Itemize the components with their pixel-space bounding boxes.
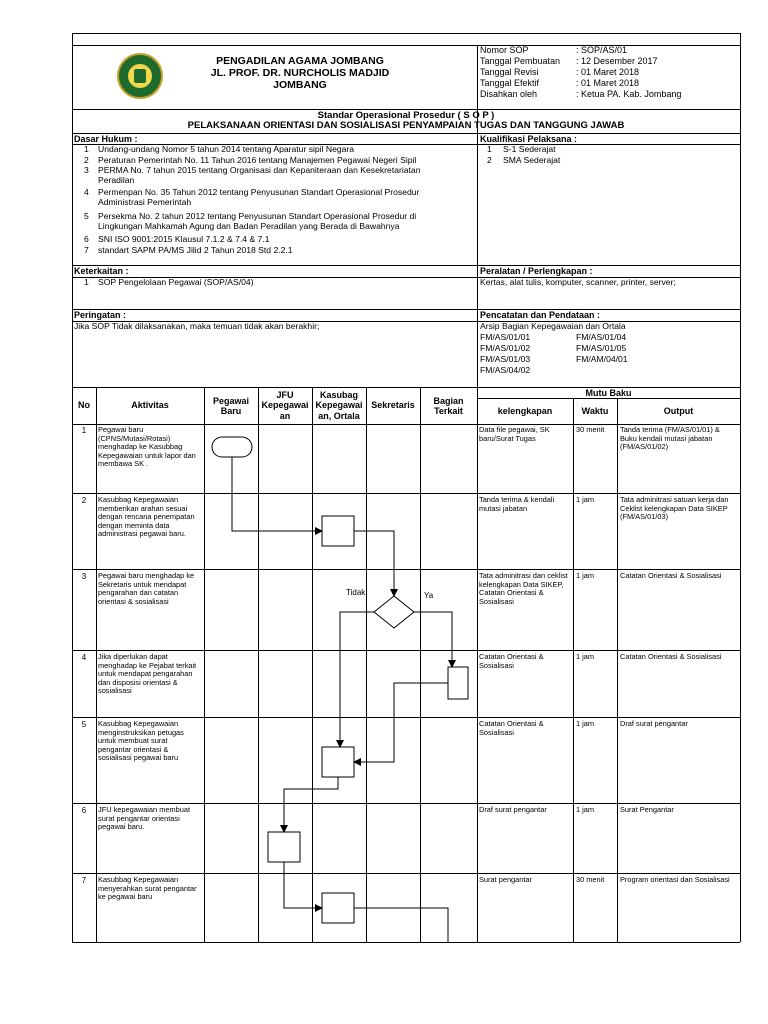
- row-aktivitas: Kasubbag Kepegawaian menyerahkan surat pengantar ke pegawai baru: [98, 875, 197, 902]
- list-item-no: 1: [487, 144, 492, 154]
- decision-label-ya: Ya: [424, 591, 434, 600]
- row-output: Tata adminitrasi satuan kerja dan Ceklist kelengkapan Data SIKEP (FM/AS/01/03): [620, 495, 729, 522]
- row-kelengkapan: Surat pengantar: [479, 875, 533, 884]
- peringatan-heading: Peringatan :: [74, 310, 127, 320]
- col-header-aktivitas: Aktivitas: [131, 400, 169, 410]
- col-header-pegawai: Pegawai Baru: [212, 396, 250, 417]
- sop-title: Standar Operasional Prosedur ( S O P ): [317, 110, 495, 121]
- row-aktivitas: Pegawai baru menghadap ke Sekretaris untuk mendapat pengarahan dan catatan orientasi & sosialisasi: [98, 571, 195, 606]
- org-line-2: JL. PROF. DR. NURCHOLIS MADJID: [210, 67, 390, 79]
- col-header-no: No: [78, 400, 90, 410]
- meta-label: Nomor SOP: [480, 45, 529, 55]
- row-kelengkapan: Draf surat pengantar: [479, 805, 547, 814]
- flow-line: [414, 612, 452, 667]
- start-terminator: [212, 437, 252, 457]
- flow-line: [354, 531, 394, 596]
- row-output: Program orientasi dan Sosialisasi: [620, 875, 730, 884]
- process-box-6: [268, 832, 300, 862]
- row-output: Tanda terima (FM/AS/01/01) & Buku kendali mutasi jabatan (FM/AS/01/02): [620, 425, 720, 452]
- col-header-waktu: Waktu: [581, 406, 609, 416]
- dasar-hukum-heading: Dasar Hukum :: [74, 134, 138, 144]
- decision-label-tidak: Tidak: [346, 588, 366, 597]
- meta-label: Disahkan oleh: [480, 89, 538, 99]
- list-item-no: 1: [84, 277, 89, 287]
- process-box-2: [322, 516, 354, 546]
- meta-label: Tanggal Efektif: [480, 78, 540, 88]
- meta-value: : SOP/AS/01: [576, 45, 628, 55]
- list-item-no: 2: [84, 155, 89, 165]
- col-header-mutu-baku: Mutu Baku: [585, 388, 632, 398]
- form-code: FM/AS/04/02: [480, 365, 531, 375]
- process-box-4: [448, 667, 468, 699]
- meta-value: : Ketua PA. Kab. Jombang: [576, 89, 682, 99]
- col-header-kasubbag: Kasubag Kepegawai an, Ortala: [315, 390, 363, 421]
- row-no: 6: [81, 806, 87, 815]
- list-item-no: 3: [84, 165, 89, 175]
- list-item-no: 4: [84, 187, 89, 197]
- row-aktivitas: Kasubbag Kepegawaian memberikan arahan sesuai dengan rencana penempatan dengan meminta data administrasi pegawai baru.: [98, 495, 195, 539]
- meta-value: : 01 Maret 2018: [576, 67, 640, 77]
- row-no: 4: [81, 653, 87, 662]
- meta-value: : 01 Maret 2018: [576, 78, 640, 88]
- form-code: FM/AS/01/04: [576, 332, 627, 342]
- list-item-no: 5: [84, 211, 89, 221]
- row-aktivitas: Kasubbag Kepegawaian menginstruksikan petugas untuk membuat surat pengantar orientasi & sosialisasi pegawai baru: [98, 719, 184, 763]
- flow-line: [354, 683, 448, 762]
- process-box-7: [322, 893, 354, 923]
- decision-diamond: [374, 596, 414, 628]
- flow-line: [340, 612, 374, 747]
- row-output: Catatan Orientasi & Sosialisasi: [620, 652, 722, 661]
- row-waktu: 1 jam: [576, 495, 595, 504]
- row-kelengkapan: Tata adminitrasi dan ceklist kelengkapan Data SIKEP, Catatan Orientasi & Sosialisasi: [479, 571, 568, 606]
- list-item: Permenpan No. 35 Tahun 2012 tentang Penyusunan Standart Operasional Prosedur Administrasi Pemerintah: [98, 187, 420, 207]
- row-no: 3: [81, 572, 87, 581]
- org-line-1: PENGADILAN AGAMA JOMBANG: [216, 55, 384, 67]
- pencatatan-line: Arsip Bagian Kepegawaian dan Ortala: [480, 321, 626, 331]
- list-item: S-1 Sederajat: [503, 144, 556, 154]
- form-code: FM/AS/01/02: [480, 343, 531, 353]
- row-no: 1: [81, 426, 87, 435]
- list-item: Peraturan Pemerintah No. 11 Tahun 2016 tentang Manajemen Pegawai Negeri Sipil: [98, 155, 417, 165]
- col-header-kelengkapan: kelengkapan: [497, 406, 553, 416]
- row-waktu: 30 menit: [576, 875, 605, 884]
- list-item: Undang-undang Nomor 5 tahun 2014 tentang Aparatur sipil Negara: [98, 144, 355, 154]
- peralatan-heading: Peralatan / Perlengkapan :: [480, 266, 593, 276]
- row-no: 7: [81, 876, 87, 885]
- list-item-no: 6: [84, 234, 89, 244]
- flow-line: [284, 862, 322, 908]
- row-waktu: 30 menit: [576, 425, 605, 434]
- row-waktu: 1 jam: [576, 652, 595, 661]
- row-aktivitas: JFU kepegawaian membuat surat pengantar orientasi pegawai baru.: [98, 805, 191, 832]
- list-item: SOP Pengelolaan Pegawai (SOP/AS/04): [98, 277, 254, 287]
- peringatan-text: Jika SOP Tidak dilaksanakan, maka temuan tidak akan berakhir;: [74, 321, 320, 331]
- sop-subtitle: PELAKSANAAN ORIENTASI DAN SOSIALISASI PENYAMPAIAN TUGAS DAN TANGGUNG JAWAB: [187, 120, 625, 131]
- row-no: 5: [81, 720, 87, 729]
- row-waktu: 1 jam: [576, 719, 595, 728]
- form-code: FM/AS/01/01: [480, 332, 531, 342]
- process-box-5: [322, 747, 354, 777]
- col-header-bagian: Bagian Terkait: [433, 396, 464, 417]
- list-item: standart SAPM PA/MS Jilid 2 Tahun 2018 Std 2.2.1: [98, 245, 293, 255]
- col-header-sekretaris: Sekretaris: [371, 400, 415, 410]
- row-aktivitas: Pegawai baru (CPNS/Mutasi/Rotasi) menghadap ke Kasubbag Kepegawaian untuk lapor dan membawa SK .: [98, 425, 196, 469]
- col-header-output: Output: [663, 406, 694, 416]
- flow-line: [284, 777, 338, 832]
- meta-label: Tanggal Revisi: [480, 67, 539, 77]
- row-kelengkapan: Catatan Orientasi & Sosialisasi: [479, 652, 544, 670]
- form-code: FM/AM/04/01: [576, 354, 628, 364]
- row-output: Surat Pengantar: [620, 805, 674, 814]
- flow-line: [354, 908, 448, 942]
- meta-label: Tanggal Pembuatan: [480, 56, 561, 66]
- kualifikasi-heading: Kualifikasi Pelaksana :: [480, 134, 578, 144]
- row-no: 2: [81, 496, 87, 505]
- list-item: PERMA No. 7 tahun 2015 tentang Organisasi dan Kepaniteraan dan Kesekretariatan Peradilan: [98, 165, 421, 185]
- form-code: FM/AS/01/05: [576, 343, 627, 353]
- col-header-jfu: JFU Kepegawai an: [261, 390, 309, 421]
- org-line-3: JOMBANG: [273, 79, 327, 91]
- row-kelengkapan: Catatan Orientasi & Sosialisasi: [479, 719, 544, 737]
- row-aktivitas: Jika diperlukan dapat menghadap ke Pejabat terkait untuk mendapat pengarahan dan disposisi orientasi & sosialisasi: [98, 652, 197, 696]
- flow-line: [232, 457, 322, 531]
- meta-value: : 12 Desember 2017: [576, 56, 658, 66]
- row-waktu: 1 jam: [576, 805, 595, 814]
- row-kelengkapan: Data file pegawai, SK baru/Surat Tugas: [479, 425, 550, 443]
- keterkaitan-heading: Keterkaitan :: [74, 266, 129, 276]
- row-output: Catatan Orientasi & Sosialisasi: [620, 571, 722, 580]
- pencatatan-heading: Pencatatan dan Pendataan :: [480, 310, 601, 320]
- row-output: Draf surat pengantar: [620, 719, 688, 728]
- list-item: SNI ISO 9001:2015 Klausul 7.1.2 & 7.4 & 7.1: [98, 234, 270, 244]
- list-item-no: 1: [84, 144, 89, 154]
- peralatan-text: Kertas, alat tulis, komputer, scanner, printer, server;: [480, 277, 676, 287]
- form-code: FM/AS/01/03: [480, 354, 531, 364]
- list-item: Persekma No. 2 tahun 2012 tentang Penyusunan Standart Operasional Prosedur di Lingkungan Mahkamah Agung dan Badan Peradilan yang Berada di Bawahnya: [98, 211, 417, 231]
- list-item-no: 7: [84, 245, 89, 255]
- row-kelengkapan: Tanda terima & kendali mutasi jabatan: [479, 495, 555, 513]
- list-item: SMA Sederajat: [503, 155, 561, 165]
- list-item-no: 2: [487, 155, 492, 165]
- row-waktu: 1 jam: [576, 571, 595, 580]
